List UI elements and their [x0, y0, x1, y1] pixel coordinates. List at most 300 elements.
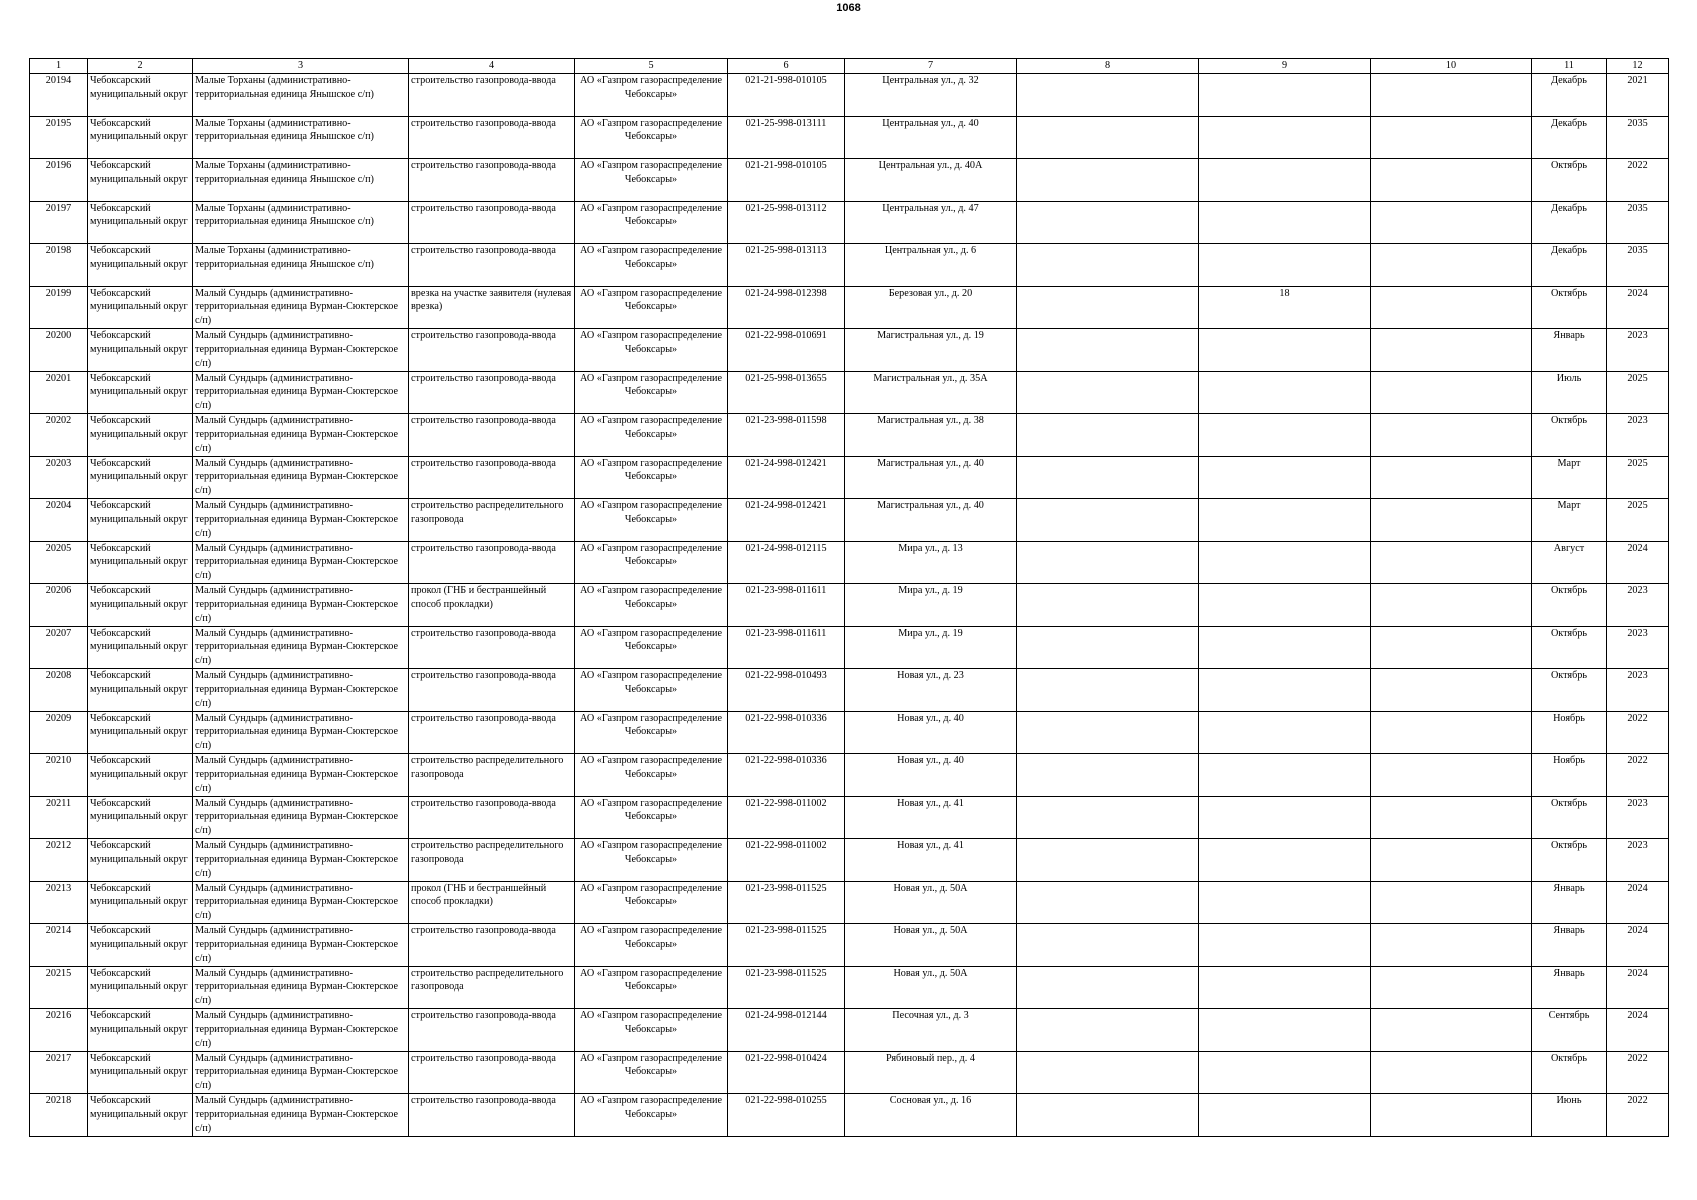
- table-row: [30, 711, 1669, 754]
- month-cell-text: Декабрь: [1551, 202, 1587, 214]
- code-cell: [728, 541, 845, 584]
- district-cell: [88, 286, 193, 329]
- code-cell: [728, 711, 845, 754]
- column-8-cell-text: [1019, 882, 1196, 924]
- year-cell: [1607, 414, 1669, 457]
- district-cell: [88, 74, 193, 117]
- district-cell: [88, 159, 193, 202]
- column-9-cell: [1199, 881, 1371, 924]
- locality-cell: [193, 329, 409, 372]
- code-cell-text: 021-22-998-010336: [745, 712, 827, 724]
- column-8-cell: [1017, 286, 1199, 329]
- organization-cell-text: АО «Газпром газораспределение Чебоксары»: [579, 75, 723, 100]
- address-cell-text: Новая ул., д. 50А: [893, 925, 968, 936]
- column-10-cell: [1371, 414, 1532, 457]
- address-cell: [845, 626, 1017, 669]
- address-cell-text: Центральная ул., д. 47: [882, 202, 979, 214]
- district-cell: [88, 329, 193, 372]
- row-number: [30, 626, 88, 669]
- column-9-cell-text: [1201, 839, 1368, 881]
- column-8-cell-text: [1019, 499, 1196, 541]
- address-cell-text: Рябиновый пер., д. 4: [886, 1052, 975, 1064]
- month-cell-text: Октябрь: [1550, 415, 1588, 426]
- row-number: [30, 414, 88, 457]
- column-9-cell-text: [1201, 797, 1368, 839]
- row-number-text: 20199: [45, 287, 72, 299]
- work-type-cell: [409, 669, 575, 712]
- year-cell-text: 2022: [1627, 160, 1648, 171]
- month-cell: [1532, 1094, 1607, 1137]
- code-cell-text: 021-22-998-010255: [745, 1095, 827, 1106]
- organization-cell: [575, 839, 728, 882]
- work-type-cell: [409, 754, 575, 797]
- locality-cell-text: Малый Сундырь (административно-территориальная единица Вурман-Сюктерское с/п): [195, 1010, 398, 1049]
- table-row: [30, 1009, 1669, 1052]
- month-cell-text: Январь: [1553, 925, 1585, 936]
- column-9-cell: [1199, 839, 1371, 882]
- column-10-cell: [1371, 669, 1532, 712]
- organization-cell-text: АО «Газпром газораспределение Чебоксары»: [579, 797, 723, 823]
- code-cell-text: 021-25-998-013655: [745, 372, 827, 384]
- column-9-cell: [1199, 626, 1371, 669]
- district-cell-text: Чебоксарский муниципальный округ: [90, 245, 188, 270]
- month-cell: [1532, 414, 1607, 457]
- code-cell: [728, 754, 845, 797]
- month-cell: [1532, 116, 1607, 159]
- locality-cell: [193, 541, 409, 584]
- column-8-cell: [1017, 754, 1199, 797]
- year-cell-text: 2024: [1627, 287, 1648, 299]
- column-9-cell-text: 18: [1279, 287, 1290, 299]
- locality-cell-text: Малый Сундырь (административно-территориальная единица Вурман-Сюктерское с/п): [195, 287, 398, 327]
- code-cell-text: 021-22-998-010691: [745, 330, 827, 341]
- column-8-cell: [1017, 584, 1199, 627]
- column-10-cell-text: [1373, 244, 1529, 286]
- code-cell: [728, 881, 845, 924]
- column-8-cell: [1017, 1051, 1199, 1094]
- year-cell-text: 2023: [1627, 415, 1648, 426]
- address-cell: [845, 839, 1017, 882]
- year-cell-text: 2035: [1627, 202, 1648, 214]
- column-9-cell-text: [1201, 967, 1368, 1009]
- address-cell: [845, 584, 1017, 627]
- table-row: [30, 414, 1669, 457]
- table-row: [30, 924, 1669, 967]
- table-row: [30, 584, 1669, 627]
- code-cell-text: 021-23-998-011611: [745, 627, 827, 639]
- district-cell-text: Чебоксарский муниципальный округ: [90, 797, 188, 823]
- work-type-cell: [409, 839, 575, 882]
- year-cell: [1607, 1051, 1669, 1094]
- year-cell-text: 2023: [1627, 840, 1648, 851]
- address-cell: [845, 754, 1017, 797]
- column-10-cell-text: [1373, 117, 1529, 159]
- address-cell-text: Новая ул., д. 50А: [893, 882, 968, 894]
- column-9-cell: [1199, 456, 1371, 499]
- column-8-cell: [1017, 1094, 1199, 1137]
- column-9-cell: [1199, 244, 1371, 287]
- column-10-cell-text: [1373, 1009, 1529, 1051]
- column-9-cell-text: [1201, 372, 1368, 414]
- year-cell: [1607, 924, 1669, 967]
- table-row: [30, 669, 1669, 712]
- column-8-cell: [1017, 414, 1199, 457]
- table-row: [30, 74, 1669, 117]
- code-cell-text: 021-23-998-011525: [745, 925, 827, 936]
- column-8-cell-text: [1019, 244, 1196, 286]
- district-cell-text: Чебоксарский муниципальный округ: [90, 712, 188, 738]
- organization-cell: [575, 966, 728, 1009]
- work-type-cell: [409, 711, 575, 754]
- locality-cell-text: Малый Сундырь (административно-территориальная единица Вурман-Сюктерское с/п): [195, 330, 398, 369]
- address-cell: [845, 541, 1017, 584]
- organization-cell: [575, 159, 728, 202]
- column-header-2: 2: [88, 59, 193, 74]
- locality-cell: [193, 74, 409, 117]
- organization-cell-text: АО «Газпром газораспределение Чебоксары»: [579, 160, 723, 185]
- column-10-cell-text: [1373, 797, 1529, 839]
- column-header-5: 5: [575, 59, 728, 74]
- locality-cell: [193, 966, 409, 1009]
- organization-cell: [575, 754, 728, 797]
- work-type-cell: [409, 1009, 575, 1052]
- locality-cell: [193, 796, 409, 839]
- address-cell: [845, 924, 1017, 967]
- row-number: [30, 329, 88, 372]
- column-8-cell-text: [1019, 457, 1196, 499]
- work-type-cell: [409, 371, 575, 414]
- code-cell: [728, 456, 845, 499]
- column-header-9: 9: [1199, 59, 1371, 74]
- column-header-6: 6: [728, 59, 845, 74]
- district-cell-text: Чебоксарский муниципальный округ: [90, 500, 188, 525]
- row-number-text: 20207: [45, 627, 72, 639]
- locality-cell: [193, 839, 409, 882]
- month-cell-text: Октябрь: [1550, 670, 1588, 681]
- column-10-cell-text: [1373, 202, 1529, 244]
- column-header-12: 12: [1607, 59, 1669, 74]
- code-cell: [728, 924, 845, 967]
- row-number-text: 20216: [45, 1010, 72, 1021]
- column-9-cell-text: [1201, 712, 1368, 754]
- code-cell: [728, 329, 845, 372]
- column-8-cell-text: [1019, 414, 1196, 456]
- row-number-text: 20196: [45, 160, 72, 171]
- address-cell: [845, 796, 1017, 839]
- month-cell: [1532, 159, 1607, 202]
- work-type-cell-text: строительство распределительного газопровода: [411, 500, 564, 525]
- table-row: [30, 1094, 1669, 1137]
- address-cell-text: Сосновая ул., д. 16: [889, 1095, 972, 1106]
- code-cell-text: 021-24-998-012421: [745, 457, 827, 469]
- work-type-cell-text: строительство газопровода-ввода: [411, 372, 556, 384]
- month-cell-text: Декабрь: [1551, 117, 1587, 129]
- locality-cell-text: Малый Сундырь (административно-территориальная единица Вурман-Сюктерское с/п): [195, 967, 398, 1007]
- locality-cell-text: Малый Сундырь (административно-территориальная единица Вурман-Сюктерское с/п): [195, 415, 398, 454]
- organization-cell-text: АО «Газпром газораспределение Чебоксары»: [579, 585, 723, 610]
- organization-cell-text: АО «Газпром газораспределение Чебоксары»: [579, 500, 723, 525]
- column-8-cell: [1017, 456, 1199, 499]
- code-cell: [728, 286, 845, 329]
- organization-cell: [575, 1094, 728, 1137]
- code-cell-text: 021-22-998-010336: [745, 755, 827, 766]
- address-cell-text: Центральная ул., д. 32: [882, 75, 979, 86]
- code-cell-text: 021-24-998-012115: [745, 542, 827, 554]
- column-9-cell-text: [1201, 924, 1368, 966]
- column-9-cell: [1199, 924, 1371, 967]
- locality-cell: [193, 159, 409, 202]
- column-10-cell-text: [1373, 159, 1529, 201]
- work-type-cell-text: врезка на участке заявителя (нулевая врезка): [411, 287, 572, 313]
- column-10-cell-text: [1373, 754, 1529, 796]
- code-cell-text: 021-24-998-012398: [745, 287, 827, 299]
- table-row: [30, 881, 1669, 924]
- month-cell: [1532, 286, 1607, 329]
- district-cell: [88, 1009, 193, 1052]
- column-8-cell-text: [1019, 712, 1196, 754]
- column-10-cell: [1371, 456, 1532, 499]
- column-10-cell-text: [1373, 584, 1529, 626]
- column-9-cell-text: [1201, 457, 1368, 499]
- year-cell: [1607, 201, 1669, 244]
- year-cell-text: 2025: [1627, 500, 1648, 511]
- work-type-cell-text: строительство газопровода-ввода: [411, 1095, 556, 1106]
- organization-cell: [575, 286, 728, 329]
- column-8-cell-text: [1019, 839, 1196, 881]
- district-cell-text: Чебоксарский муниципальный округ: [90, 330, 188, 355]
- row-number-text: 20198: [45, 245, 72, 256]
- organization-cell-text: АО «Газпром газораспределение Чебоксары»: [579, 330, 723, 355]
- locality-cell: [193, 456, 409, 499]
- organization-cell: [575, 499, 728, 542]
- column-10-cell: [1371, 626, 1532, 669]
- work-type-cell: [409, 329, 575, 372]
- locality-cell-text: Малый Сундырь (административно-территориальная единица Вурман-Сюктерское с/п): [195, 542, 398, 582]
- code-cell-text: 021-23-998-011525: [745, 967, 827, 979]
- column-9-cell-text: [1201, 202, 1368, 244]
- year-cell-text: 2022: [1627, 1052, 1648, 1064]
- row-number: [30, 924, 88, 967]
- organization-cell-text: АО «Газпром газораспределение Чебоксары»: [579, 457, 723, 483]
- column-8-cell: [1017, 74, 1199, 117]
- row-number: [30, 839, 88, 882]
- work-type-cell-text: строительство газопровода-ввода: [411, 415, 556, 426]
- locality-cell-text: Малый Сундырь (административно-территориальная единица Вурман-Сюктерское с/п): [195, 585, 398, 624]
- address-cell-text: Мира ул., д. 19: [898, 585, 963, 596]
- organization-cell-text: АО «Газпром газораспределение Чебоксары»: [579, 712, 723, 738]
- organization-cell: [575, 711, 728, 754]
- column-8-cell-text: [1019, 754, 1196, 796]
- locality-cell-text: Малый Сундырь (административно-территориальная единица Вурман-Сюктерское с/п): [195, 627, 398, 667]
- column-8-cell: [1017, 499, 1199, 542]
- organization-cell-text: АО «Газпром газораспределение Чебоксары»: [579, 882, 723, 908]
- work-type-cell-text: строительство газопровода-ввода: [411, 1010, 556, 1021]
- district-cell-text: Чебоксарский муниципальный округ: [90, 585, 188, 610]
- district-cell-text: Чебоксарский муниципальный округ: [90, 925, 188, 950]
- district-cell: [88, 924, 193, 967]
- row-number-text: 20205: [45, 542, 72, 554]
- code-cell-text: 021-24-998-012144: [745, 1010, 827, 1021]
- column-9-cell-text: [1201, 1094, 1368, 1136]
- locality-cell-text: Малый Сундырь (административно-территориальная единица Вурман-Сюктерское с/п): [195, 882, 398, 922]
- column-9-cell-text: [1201, 669, 1368, 711]
- table-row: [30, 796, 1669, 839]
- table-row: [30, 541, 1669, 584]
- district-cell-text: Чебоксарский муниципальный округ: [90, 117, 188, 143]
- table-row: [30, 286, 1669, 329]
- column-10-cell-text: [1373, 712, 1529, 754]
- work-type-cell-text: строительство газопровода-ввода: [411, 117, 556, 129]
- district-cell-text: Чебоксарский муниципальный округ: [90, 160, 188, 185]
- district-cell: [88, 1094, 193, 1137]
- work-type-cell-text: строительство газопровода-ввода: [411, 797, 556, 809]
- year-cell: [1607, 796, 1669, 839]
- column-8-cell: [1017, 839, 1199, 882]
- year-cell-text: 2024: [1627, 967, 1648, 979]
- organization-cell: [575, 541, 728, 584]
- month-cell-text: Август: [1553, 542, 1585, 554]
- column-8-cell: [1017, 966, 1199, 1009]
- locality-cell-text: Малые Торханы (административно-территориальная единица Янышское с/п): [195, 202, 374, 228]
- address-cell: [845, 116, 1017, 159]
- code-cell-text: 021-23-998-011611: [745, 585, 827, 596]
- table-row: [30, 1051, 1669, 1094]
- column-9-cell-text: [1201, 1052, 1368, 1094]
- code-cell-text: 021-25-998-013113: [745, 245, 827, 256]
- column-8-cell-text: [1019, 287, 1196, 329]
- district-cell: [88, 116, 193, 159]
- row-number-text: 20201: [45, 372, 72, 384]
- column-8-cell-text: [1019, 584, 1196, 626]
- address-cell-text: Магистральная ул., д. 40: [877, 500, 984, 511]
- code-cell: [728, 244, 845, 287]
- column-10-cell-text: [1373, 329, 1529, 371]
- column-10-cell-text: [1373, 457, 1529, 499]
- work-type-cell-text: строительство распределительного газопровода: [411, 840, 564, 865]
- month-cell: [1532, 1009, 1607, 1052]
- locality-cell: [193, 1009, 409, 1052]
- column-8-cell-text: [1019, 1052, 1196, 1094]
- column-9-cell-text: [1201, 414, 1368, 456]
- column-10-cell: [1371, 159, 1532, 202]
- address-cell: [845, 499, 1017, 542]
- address-cell: [845, 669, 1017, 712]
- month-cell: [1532, 711, 1607, 754]
- organization-cell-text: АО «Газпром газораспределение Чебоксары»: [579, 415, 723, 440]
- column-9-cell: [1199, 966, 1371, 1009]
- year-cell-text: 2022: [1627, 755, 1648, 766]
- organization-cell: [575, 1051, 728, 1094]
- month-cell-text: Март: [1557, 457, 1581, 469]
- year-cell-text: 2021: [1627, 75, 1648, 86]
- year-cell: [1607, 244, 1669, 287]
- column-header-8: 8: [1017, 59, 1199, 74]
- column-8-cell-text: [1019, 542, 1196, 584]
- column-8-cell: [1017, 711, 1199, 754]
- year-cell-text: 2023: [1627, 670, 1648, 681]
- column-header-3: 3: [193, 59, 409, 74]
- column-10-cell: [1371, 329, 1532, 372]
- address-cell-text: Новая ул., д. 23: [897, 670, 964, 681]
- code-cell-text: 021-21-998-010105: [745, 75, 827, 86]
- month-cell-text: Октябрь: [1550, 797, 1588, 809]
- column-10-cell-text: [1373, 1094, 1529, 1136]
- column-10-cell: [1371, 1094, 1532, 1137]
- row-number: [30, 371, 88, 414]
- column-8-cell: [1017, 329, 1199, 372]
- organization-cell-text: АО «Газпром газораспределение Чебоксары»: [579, 1095, 723, 1120]
- column-8-cell-text: [1019, 159, 1196, 201]
- organization-cell: [575, 414, 728, 457]
- month-cell-text: Ноябрь: [1553, 755, 1585, 766]
- row-number-text: 20209: [45, 712, 72, 724]
- column-10-cell: [1371, 116, 1532, 159]
- year-cell-text: 2025: [1627, 372, 1648, 384]
- table-row: [30, 499, 1669, 542]
- year-cell: [1607, 329, 1669, 372]
- month-cell-text: Октябрь: [1550, 160, 1588, 171]
- code-cell: [728, 839, 845, 882]
- year-cell: [1607, 74, 1669, 117]
- year-cell: [1607, 371, 1669, 414]
- code-cell: [728, 1009, 845, 1052]
- column-10-cell-text: [1373, 1052, 1529, 1094]
- year-cell-text: 2024: [1627, 1010, 1648, 1021]
- column-10-cell-text: [1373, 924, 1529, 966]
- row-number-text: 20212: [45, 840, 72, 851]
- month-cell: [1532, 201, 1607, 244]
- column-10-cell: [1371, 244, 1532, 287]
- work-type-cell-text: строительство газопровода-ввода: [411, 627, 556, 639]
- column-9-cell-text: [1201, 882, 1368, 924]
- column-9-cell-text: [1201, 499, 1368, 541]
- column-10-cell-text: [1373, 499, 1529, 541]
- address-cell-text: Центральная ул., д. 6: [884, 245, 977, 256]
- column-header-10: 10: [1371, 59, 1532, 74]
- month-cell: [1532, 541, 1607, 584]
- code-cell-text: 021-25-998-013112: [745, 202, 827, 214]
- column-9-cell-text: [1201, 329, 1368, 371]
- address-cell: [845, 881, 1017, 924]
- code-cell: [728, 159, 845, 202]
- locality-cell-text: Малый Сундырь (административно-территориальная единица Вурман-Сюктерское с/п): [195, 500, 398, 539]
- code-cell: [728, 584, 845, 627]
- month-cell-text: Март: [1557, 500, 1581, 511]
- month-cell: [1532, 881, 1607, 924]
- code-cell: [728, 414, 845, 457]
- row-number-text: 20213: [45, 882, 72, 894]
- column-9-cell: [1199, 414, 1371, 457]
- work-type-cell: [409, 201, 575, 244]
- district-cell: [88, 1051, 193, 1094]
- row-number-text: 20200: [45, 330, 72, 341]
- column-10-cell-text: [1373, 839, 1529, 881]
- column-8-cell-text: [1019, 924, 1196, 966]
- district-cell-text: Чебоксарский муниципальный округ: [90, 202, 188, 228]
- data-table: [29, 58, 1669, 1137]
- column-9-cell: [1199, 116, 1371, 159]
- column-8-cell-text: [1019, 372, 1196, 414]
- district-cell-text: Чебоксарский муниципальный округ: [90, 755, 188, 780]
- locality-cell-text: Малые Торханы (административно-территориальная единица Янышское с/п): [195, 160, 374, 185]
- month-cell-text: Январь: [1553, 882, 1585, 894]
- column-8-cell-text: [1019, 669, 1196, 711]
- column-8-cell-text: [1019, 74, 1196, 116]
- column-9-cell: [1199, 499, 1371, 542]
- work-type-cell-text: строительство газопровода-ввода: [411, 457, 556, 469]
- district-cell-text: Чебоксарский муниципальный округ: [90, 372, 188, 398]
- column-8-cell: [1017, 116, 1199, 159]
